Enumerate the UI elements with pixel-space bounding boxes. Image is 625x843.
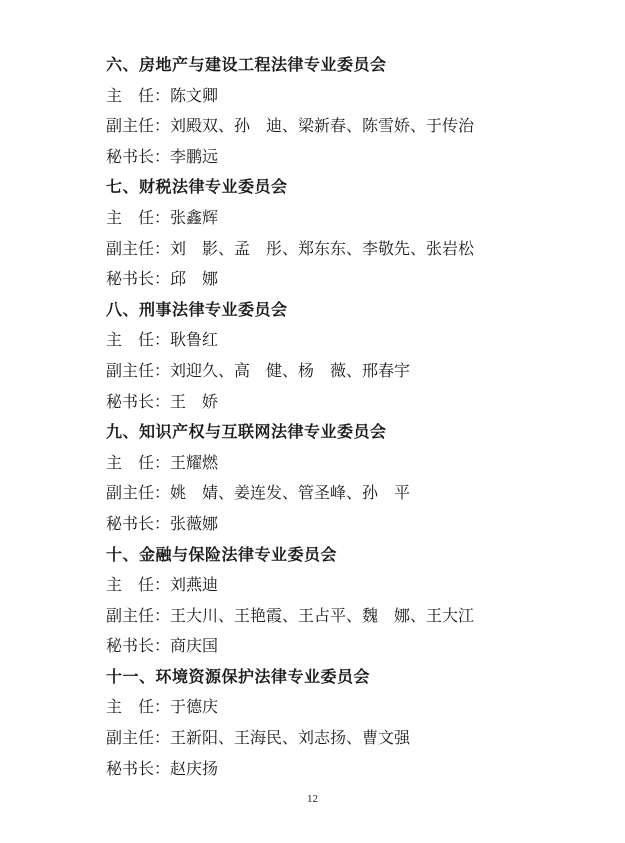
section-heading: 七、财税法律专业委员会 [106, 177, 288, 197]
section-heading: 九、知识产权与互联网法律专业委员会 [106, 422, 387, 442]
member-names: 王 娇 [170, 391, 219, 411]
member-row [106, 111, 576, 142]
role-label: 副主任： [106, 483, 171, 503]
section-heading: 十、金融与保险法律专业委员会 [106, 544, 338, 564]
member-row [106, 570, 576, 601]
role-label: 秘书长： [106, 146, 171, 166]
member-names: 于德庆 [170, 697, 219, 717]
member-row [106, 325, 576, 356]
role-label: 副主任： [106, 605, 171, 625]
member-row [106, 264, 576, 295]
member-names: 姚 婧、姜连发、管圣峰、孙 平 [170, 483, 411, 503]
role-label: 秘书长： [106, 758, 171, 778]
role-label: 副主任： [106, 238, 171, 258]
member-row [106, 81, 576, 112]
role-label: 主 任： [106, 452, 171, 472]
member-row [106, 234, 576, 265]
member-row [106, 142, 576, 173]
role-label: 主 任： [106, 697, 171, 717]
member-names: 刘迎久、高 健、杨 薇、邢春宇 [170, 360, 411, 380]
section-heading: 六、房地产与建设工程法律专业委员会 [106, 55, 387, 74]
role-label: 副主任： [106, 728, 171, 748]
member-names: 刘燕迪 [170, 575, 219, 595]
role-label: 主 任： [106, 207, 171, 227]
member-names: 邱 娜 [170, 269, 219, 289]
member-row [106, 601, 576, 632]
member-names: 王大川、王艳霞、王占平、魏 娜、王大江 [170, 605, 475, 625]
member-row [106, 723, 576, 754]
member-row [106, 692, 576, 723]
member-names: 李鹏远 [170, 146, 219, 166]
role-label: 主 任： [106, 575, 171, 595]
member-names: 张鑫辉 [170, 207, 219, 227]
role-label: 副主任： [106, 116, 171, 136]
member-row [106, 387, 576, 418]
role-label: 主 任： [106, 85, 171, 105]
role-label: 秘书长： [106, 513, 171, 533]
section-heading: 十一、环境资源保护法律专业委员会 [106, 666, 371, 686]
member-names: 赵庆扬 [170, 758, 219, 778]
role-label: 副主任： [106, 360, 171, 380]
member-row [106, 509, 576, 540]
role-label: 主 任： [106, 330, 171, 350]
member-names: 张薇娜 [170, 513, 219, 533]
role-label: 秘书长： [106, 269, 171, 289]
section-heading: 八、刑事法律专业委员会 [106, 299, 288, 319]
member-names: 耿鲁红 [170, 330, 219, 350]
role-label: 秘书长： [106, 636, 171, 656]
member-names: 王新阳、王海民、刘志扬、曹文强 [170, 728, 411, 748]
page-number: 12 [307, 793, 318, 805]
role-label: 秘书长： [106, 391, 171, 411]
member-names: 商庆国 [170, 636, 219, 656]
member-names: 刘殿双、孙 迪、梁新春、陈雪娇、于传治 [170, 116, 475, 136]
member-names: 王耀燃 [170, 452, 219, 472]
member-names: 刘 影、孟 彤、郑东东、李敬先、张岩松 [170, 238, 475, 258]
member-row [106, 356, 576, 387]
member-row [106, 203, 576, 234]
member-row [106, 478, 576, 509]
member-names: 陈文卿 [170, 85, 219, 105]
member-row [106, 754, 576, 785]
member-row [106, 448, 576, 479]
member-row [106, 631, 576, 662]
document-body [106, 50, 576, 784]
